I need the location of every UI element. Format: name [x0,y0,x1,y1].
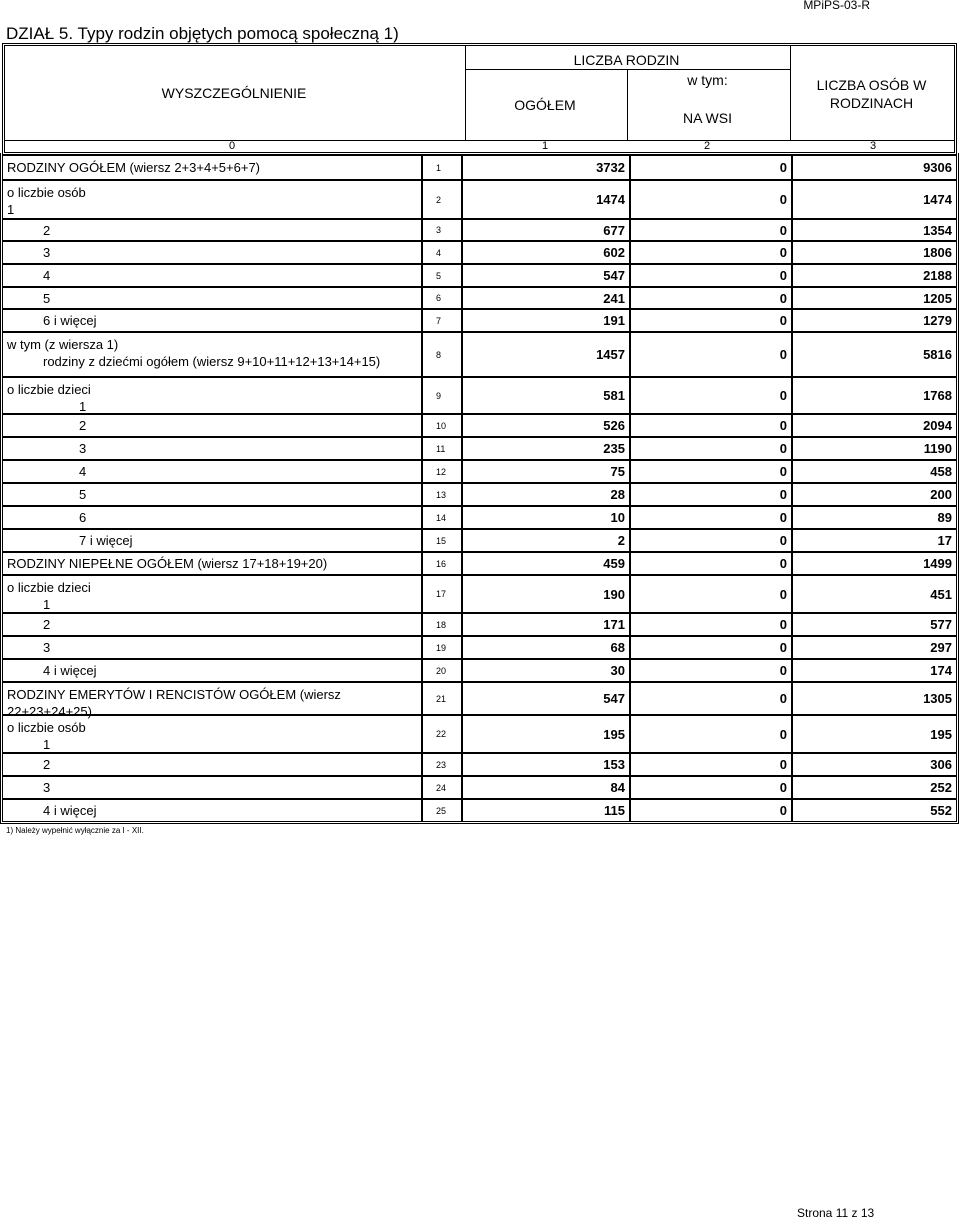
families-total-cell: 191 [462,309,630,332]
families-total-cell: 3732 [462,155,630,180]
persons-count-cell: 5816 [792,332,957,377]
table-row [2,529,957,552]
row-label [2,506,422,529]
families-total-cell: 602 [462,241,630,264]
table-row [2,506,957,529]
families-rural-cell: 0 [630,483,792,506]
row-label-line2: 22+23+24+25) [7,704,92,719]
row-label-text: 3 [79,441,87,456]
families-total-cell: 547 [462,682,630,715]
families-total-cell: 30 [462,659,630,682]
header-persons-line2: RODZINACH [829,95,914,111]
row-label [2,799,422,822]
families-total-cell: 195 [462,715,630,753]
row-label-text: 2 [43,222,51,238]
families-total-cell: 68 [462,636,630,659]
row-number: 13 [422,483,462,506]
row-number: 23 [422,753,462,776]
families-rural-cell: 0 [630,287,792,309]
table-row [2,155,957,180]
persons-count-cell: 1806 [792,241,957,264]
row-label-text: 4 i więcej [43,803,97,818]
families-rural-cell: 0 [630,613,792,636]
persons-count-cell: 1279 [792,309,957,332]
row-label-text: 3 [43,780,51,795]
families-rural-cell: 0 [630,552,792,575]
persons-count-cell: 577 [792,613,957,636]
row-label [2,529,422,552]
families-total-cell: 190 [462,575,630,613]
persons-count-cell: 552 [792,799,957,822]
row-label [2,552,422,575]
row-label [2,753,422,776]
row-label [2,659,422,682]
row-number: 24 [422,776,462,799]
row-label-text: 3 [43,640,51,655]
table-row [2,552,957,575]
families-total-cell: 241 [462,287,630,309]
families-total-cell: 459 [462,552,630,575]
row-label-line1: RODZINY EMERYTÓW I RENCISTÓW OGÓŁEM (wiersz [7,687,341,702]
families-rural-cell: 0 [630,155,792,180]
families-total-cell: 10 [462,506,630,529]
families-rural-cell: 0 [630,799,792,822]
table-row [2,613,957,636]
table-row [2,309,957,332]
row-number: 10 [422,414,462,437]
row-label-line1: w tym (z wiersza 1) [7,337,119,352]
table-row [2,460,957,483]
table-row [2,753,957,776]
persons-count-cell: 1190 [792,437,957,460]
table-row [2,287,957,309]
row-label-text: 6 [79,510,87,525]
persons-count-cell: 1768 [792,377,957,414]
table-row [2,636,957,659]
families-rural-cell: 0 [630,682,792,715]
families-rural-cell: 0 [630,264,792,287]
families-rural-cell: 0 [630,241,792,264]
header-of-which: w tym: [687,72,728,88]
row-number: 4 [422,241,462,264]
row-number: 6 [422,287,462,309]
persons-count-cell: 1499 [792,552,957,575]
column-number-1: 1 [542,140,549,152]
families-rural-cell: 0 [630,659,792,682]
families-rural-cell: 0 [630,180,792,219]
row-number: 7 [422,309,462,332]
table-row [2,264,957,287]
families-rural-cell: 0 [630,715,792,753]
row-number: 18 [422,613,462,636]
column-number-2: 2 [704,140,711,152]
row-label [2,682,422,719]
families-total-cell: 1457 [462,332,630,377]
row-label-line2: 1 [43,597,51,612]
row-label [2,483,422,506]
persons-count-cell: 9306 [792,155,957,180]
footnote: 1) Należy wypełnić wyłącznie za I - XII. [6,826,144,835]
row-label-line2: 1 [79,399,87,414]
row-number: 9 [422,377,462,414]
families-total-cell: 235 [462,437,630,460]
persons-count-cell: 2188 [792,264,957,287]
table-row [2,575,957,613]
row-number: 12 [422,460,462,483]
row-number: 1 [422,155,462,180]
persons-count-cell: 1305 [792,682,957,715]
form-code: MPiPS-03-R [803,0,870,12]
row-number: 8 [422,332,462,377]
families-rural-cell: 0 [630,753,792,776]
table-row [2,659,957,682]
row-label-text: 5 [79,487,87,502]
section-title: DZIAŁ 5. Typy rodzin objętych pomocą społeczną 1) [6,24,399,43]
row-label-line2: 1 [43,737,51,752]
row-number: 25 [422,799,462,822]
persons-count-cell: 174 [792,659,957,682]
column-number-0: 0 [229,140,236,152]
row-label [2,414,422,437]
row-label [2,180,422,219]
table-row [2,776,957,799]
table-row [2,332,957,377]
row-label-text: 4 [79,464,87,479]
families-rural-cell: 0 [630,309,792,332]
table-row [2,715,957,753]
table-row [2,483,957,506]
families-total-cell: 153 [462,753,630,776]
row-number: 14 [422,506,462,529]
row-label [2,776,422,799]
families-rural-cell: 0 [630,776,792,799]
row-label [2,219,422,241]
row-label [2,332,422,377]
row-label-text: 6 i więcej [43,313,97,328]
header-total: OGÓŁEM [514,97,576,113]
row-label-line2: 1 [7,202,15,217]
row-label-text: 2 [43,617,51,632]
row-label [2,460,422,483]
table-row [2,180,957,219]
row-label-line1: o liczbie dzieci [7,580,91,595]
row-label-line1: o liczbie dzieci [7,382,91,397]
page-number: Strona 11 z 13 [797,1206,875,1220]
row-number: 21 [422,682,462,715]
row-label-line1: o liczbie osób [7,720,86,735]
families-total-cell: 581 [462,377,630,414]
column-number-3: 3 [870,140,877,152]
families-total-cell: 1474 [462,180,630,219]
table-row [2,682,957,719]
table-row [2,414,957,437]
row-label [2,155,422,180]
table-row [2,437,957,460]
row-label [2,309,422,332]
families-total-cell: 28 [462,483,630,506]
persons-count-cell: 17 [792,529,957,552]
persons-count-cell: 89 [792,506,957,529]
header-rural: NA WSI [682,110,732,126]
row-number: 22 [422,715,462,753]
row-label-text: 3 [43,245,51,260]
row-number: 17 [422,575,462,613]
row-label [2,287,422,309]
row-number: 20 [422,659,462,682]
families-rural-cell: 0 [630,377,792,414]
persons-count-cell: 297 [792,636,957,659]
families-total-cell: 75 [462,460,630,483]
families-rural-cell: 0 [630,529,792,552]
row-number: 5 [422,264,462,287]
row-label [2,377,422,414]
families-total-cell: 547 [462,264,630,287]
persons-count-cell: 458 [792,460,957,483]
families-rural-cell: 0 [630,332,792,377]
header-description: WYSZCZEGÓLNIENIE [161,85,307,101]
row-label-text: 2 [79,418,87,433]
families-total-cell: 2 [462,529,630,552]
header-families-count: LICZBA RODZIN [573,52,680,68]
row-label [2,575,422,613]
row-label [2,241,422,264]
persons-count-cell: 451 [792,575,957,613]
families-total-cell: 171 [462,613,630,636]
row-label [2,437,422,460]
row-number: 11 [422,437,462,460]
persons-count-cell: 306 [792,753,957,776]
row-label [2,613,422,636]
table-row [2,219,957,241]
families-rural-cell: 0 [630,219,792,241]
row-label [2,715,422,753]
families-rural-cell: 0 [630,437,792,460]
persons-count-cell: 1205 [792,287,957,309]
row-number: 3 [422,219,462,241]
table-row [2,377,957,414]
families-total-cell: 526 [462,414,630,437]
families-total-cell: 677 [462,219,630,241]
families-total-cell: 84 [462,776,630,799]
row-label-text: 4 i więcej [43,663,97,678]
families-total-cell: 115 [462,799,630,822]
row-label-text: 4 [43,268,51,283]
row-label-text: RODZINY OGÓŁEM (wiersz 2+3+4+5+6+7) [7,160,260,175]
families-rural-cell: 0 [630,414,792,437]
table-row [2,241,957,264]
row-number: 16 [422,552,462,575]
row-label-text: 2 [43,757,51,772]
row-label-text: 5 [43,290,51,306]
row-label [2,264,422,287]
row-label [2,636,422,659]
row-label-line2: rodziny z dziećmi ogółem (wiersz 9+10+11+12+13+14+15) [43,354,381,369]
persons-count-cell: 1354 [792,219,957,241]
families-rural-cell: 0 [630,636,792,659]
row-label-line1: o liczbie osób [7,185,86,200]
table-row [2,799,957,822]
families-rural-cell: 0 [630,506,792,529]
families-rural-cell: 0 [630,575,792,613]
families-rural-cell: 0 [630,460,792,483]
persons-count-cell: 195 [792,715,957,753]
row-label-text: RODZINY NIEPEŁNE OGÓŁEM (wiersz 17+18+19+20) [7,556,328,571]
persons-count-cell: 200 [792,483,957,506]
persons-count-cell: 1474 [792,180,957,219]
row-label-text: 7 i więcej [79,533,133,548]
persons-count-cell: 2094 [792,414,957,437]
persons-count-cell: 252 [792,776,957,799]
row-number: 19 [422,636,462,659]
header-persons-line1: LICZBA OSÓB W [816,77,927,93]
row-number: 2 [422,180,462,219]
row-number: 15 [422,529,462,552]
